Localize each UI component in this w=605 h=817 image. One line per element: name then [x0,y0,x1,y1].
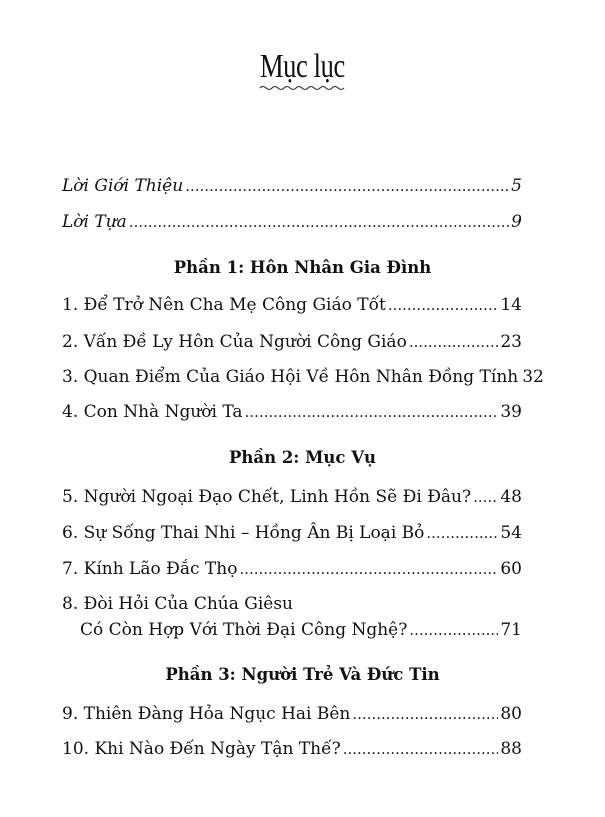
section-heading-part-2: Phần 2: Mục Vụ [228,448,376,467]
page-title-wrap [0,48,605,86]
toc-entry-label: 9. Thiên Đàng Hỏa Ngục Hai Bên [62,704,351,724]
toc-leader-dots [388,296,499,314]
section-heading-part-1: Phần 1: Hôn Nhân Gia Đình [173,258,432,277]
toc-entry-page: 60 [500,559,522,579]
toc-leader-dots [343,740,499,758]
toc-entry-page: 23 [500,332,522,352]
toc-entry[interactable] [62,487,522,507]
toc-entry-label: 2. Vấn Đề Ly Hôn Của Người Công Giáo [62,332,407,352]
toc-entry-intro[interactable] [62,176,522,196]
toc-entry[interactable] [62,704,522,724]
toc-entry-label: 6. Sự Sống Thai Nhi – Hồng Ân Bị Loại Bỏ [62,523,425,543]
toc-entry[interactable] [62,367,544,387]
toc-leader-dots [239,560,498,578]
toc-leader-dots [185,177,509,195]
toc-entry-page: 48 [500,487,522,507]
toc-leader-dots [409,333,499,351]
toc-entry-page: 71 [500,620,522,640]
toc-entry[interactable] [62,523,522,543]
toc-entry-label: 3. Quan Điểm Của Giáo Hội Về Hôn Nhân Đồng Tính [62,367,519,387]
toc-entry-page: 80 [500,704,522,724]
toc-entry-page: 39 [500,402,522,422]
section-heading-part-3: Phần 3: Người Trẻ Và Đức Tin [165,665,440,684]
toc-leader-dots [473,488,498,506]
toc-entry-page: 5 [511,176,522,196]
toc-entry-label: 1. Để Trở Nên Cha Mẹ Công Giáo Tốt [62,295,386,315]
toc-leader-dots [129,213,509,231]
toc-entry[interactable] [62,332,522,352]
toc-entry-page: 14 [500,295,522,315]
toc-entry-label: Lời Tựa [62,212,127,232]
page-title: Mục lục [260,48,345,85]
toc-entry-label: 4. Con Nhà Người Ta [62,402,243,422]
toc-entry[interactable] [80,620,522,640]
toc-leader-dots [352,705,498,723]
toc-entry[interactable] [62,739,522,759]
toc-entry[interactable] [62,402,522,422]
toc-entry[interactable] [62,295,522,315]
toc-entry-page: 88 [500,739,522,759]
toc-entry-label: Lời Giới Thiệu [62,176,184,196]
toc-leader-dots [409,621,498,639]
toc-entry-preface[interactable] [62,212,522,232]
toc-leader-dots [426,524,498,542]
toc-entry-label: 10. Khi Nào Đến Ngày Tận Thế? [62,739,341,759]
toc-entry[interactable] [62,559,522,579]
toc-entry-label-line1[interactable]: 8. Đòi Hỏi Của Chúa Giêsu [62,594,294,614]
toc-entry-label: 7. Kính Lão Đắc Thọ [62,559,238,579]
toc-leader-dots [245,403,499,421]
toc-entry-page: 54 [500,523,522,543]
toc-entry-label: Có Còn Hợp Với Thời Đại Công Nghệ? [80,620,408,640]
title-underline-flourish [259,84,347,92]
toc-entry-label: 5. Người Ngoại Đạo Chết, Linh Hồn Sẽ Đi Đâu? [62,487,472,507]
toc-entry-page: 32 [522,367,544,387]
toc-entry-page: 9 [511,212,522,232]
